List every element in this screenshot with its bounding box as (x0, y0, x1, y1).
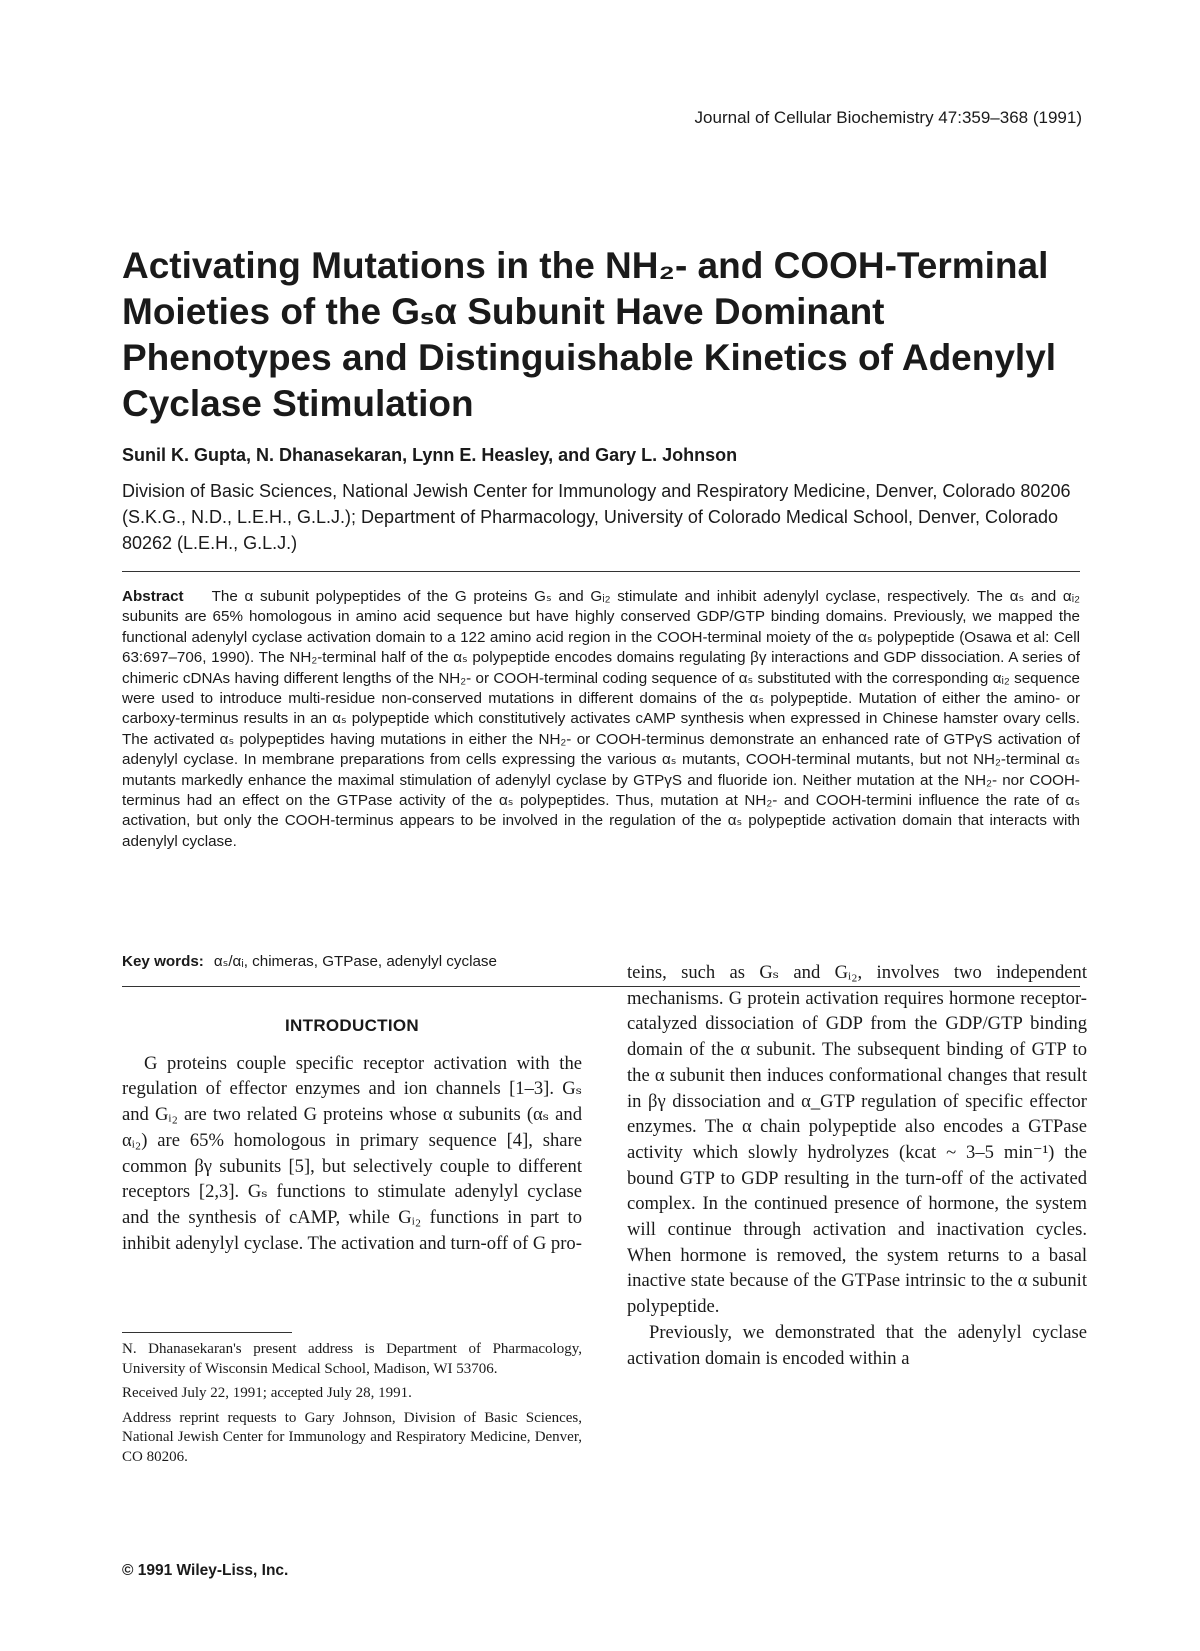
keywords-text: αₛ/αᵢ, chimeras, GTPase, adenylyl cyclase (213, 953, 497, 970)
affiliation: Division of Basic Sciences, National Jewish Center for Immunology and Respiratory Medicine, Denver, Colorado 80206 (S.K.G., N.D., L.E.H., G.L.J.); Department of Pharmacology, University of Colorado Medical School, Denver, Colorado 80262 (L.E.H., G.L.J.) (122, 481, 1071, 553)
footnote-rule (122, 1332, 292, 1333)
article-title: Activating Mutations in the NH₂- and COOH-Terminal Moieties of the Gₛα Subunit Have Dominant Phenotypes and Distinguishable Kinetics of Adenylyl Cyclase Stimulation (122, 245, 1057, 424)
intro-paragraph-1-continued: teins, such as Gₛ and Gᵢ₂, involves two independent mechanisms. G protein activation requires hormone receptor-catalyzed dissociation of GDP from the GDP/GTP binding domain of the α subunit. The subsequent binding of GTP to the α subunit then induces conformational changes that result in βγ dissociation and α_GTP regulation of specific effector enzymes. The α chain polypeptide also encodes a GTPase activity which slowly hydrolyzes (kcat ~ 3–5 min⁻¹) the bound GTP to GDP resulting in the turn-off of the activated complex. In the continued presence of hormone, the system will continue through activation and inactivation cycles. When hormone is removed, the system returns to a basal inactive state because of the GTPase intrinsic to the α subunit polypeptide. (627, 962, 1087, 1318)
abstract-label: Abstract (122, 588, 184, 605)
abstract-text: The α subunit polypeptides of the G proteins Gₛ and Gᵢ₂ stimulate and inhibit adenylyl cyclase, respectively. The αₛ and αᵢ₂ subunits are 65% homologous in amino acid sequence but have highly conserved GDP/GTP binding domains. Previously, we mapped the functional adenylyl cyclase activation domain to a 122 amino acid region in the COOH-terminal moiety of the αₛ polypeptide (Osawa et al: Cell 63:697–706, 1990). The NH₂-terminal half of the αₛ polypeptide encodes domains regulating βγ interactions and GDP dissociation. A series of chimeric cDNAs having different lengths of the NH₂- or COOH-terminal coding sequence of αₛ substituted with the corresponding αᵢ₂ sequence were used to introduce multi-residue non-conserved mutations in different domains of the αₛ polypeptide. Mutation of either the amino- or carboxy-terminus results in an αₛ polypeptide which constitutively activates cAMP synthesis when expressed in Chinese hamster ovary cells. The activated αₛ polypeptides having mutations in either the NH₂- or COOH-terminus demonstrate an enhanced rate of GTPγS activation of adenylyl cyclase. In membrane preparations from cells expressing the various αₛ mutants, COOH-terminal mutants, but not NH₂-terminal αₛ mutants markedly enhance the maximal stimulation of adenylyl cyclase by GTPγS and fluoride ion. Neither mutation at the NH₂- nor COOH-terminus had an effect on the GTPase activity of the αₛ polypeptides. Thus, mutation at NH₂- and COOH-termini influence the rate of αₛ activation, but only the COOH-terminus appears to be involved in the regulation of the αₛ polypeptide activation domain that interacts with adenylyl cyclase. (122, 588, 1080, 850)
keywords (122, 952, 497, 970)
intro-paragraph-1: G proteins couple specific receptor activation with the regulation of effector enzymes and ion channels [1–3]. Gₛ and Gᵢ₂ are two related G proteins whose α subunits (αₛ and αᵢ₂) are 65% homologous in primary sequence [4], share common βγ subunits [5], but selectively couple to different receptors [2,3]. Gₛ functions to stimulate adenylyl cyclase and the synthesis of cAMP, while Gᵢ₂ functions in part to inhibit adenylyl cyclase. The activation and turn-off of G pro- (122, 1052, 582, 1254)
intro-paragraph-2: Previously, we demonstrated that the adenylyl cyclase activation domain is encoded within a (627, 1321, 1087, 1369)
footnote-address: N. Dhanasekaran's present address is Department of Pharmacology, University of Wisconsin Medical School, Madison, WI 53706. (122, 1341, 582, 1377)
journal-citation: Journal of Cellular Biochemistry 47:359–368 (1991) (694, 108, 1082, 127)
right-column (627, 960, 1087, 1371)
copyright: © 1991 Wiley-Liss, Inc. (122, 1562, 289, 1579)
section-heading-introduction: INTRODUCTION (285, 1016, 419, 1035)
abstract (122, 587, 1080, 852)
abstract-top-rule (122, 571, 1080, 572)
footnotes (122, 1340, 582, 1472)
left-column (122, 1013, 582, 1256)
keywords-label: Key words: (122, 953, 204, 970)
author-list: Sunil K. Gupta, N. Dhanasekaran, Lynn E. Heasley, and Gary L. Johnson (122, 445, 738, 465)
footnote-received: Received July 22, 1991; accepted July 28, 1991. (122, 1385, 412, 1401)
footnote-reprints: Address reprint requests to Gary Johnson, Division of Basic Sciences, National Jewish Center for Immunology and Respiratory Medicine, Denver, CO 80206. (122, 1409, 582, 1465)
